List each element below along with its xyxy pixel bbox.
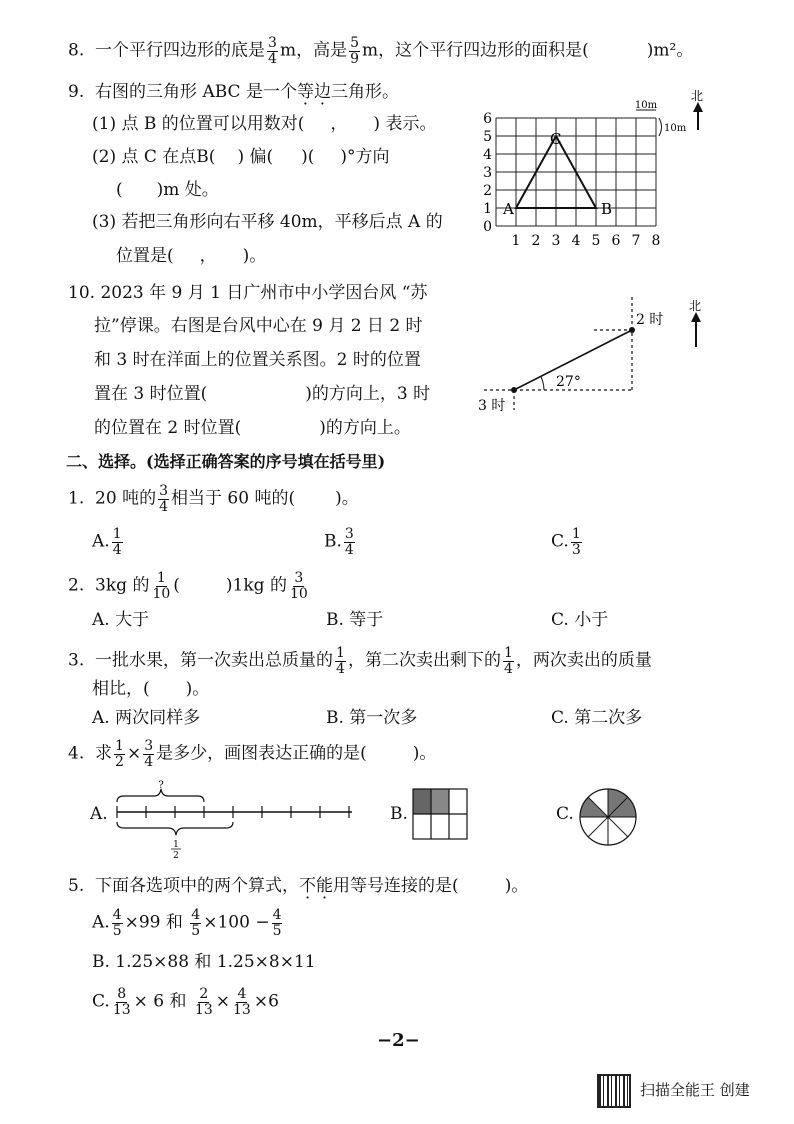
y-tick-labels	[483, 111, 492, 235]
scale-x-label: 10m	[634, 100, 658, 111]
question-9-part3b: 位置是( ， )。	[116, 246, 267, 266]
choice-question-2: 2. 3kg 的 $\frac{1}{10}$ ( )1kg 的 $\frac{3}{10}$	[68, 570, 308, 602]
c4-option-a-label: A.	[90, 804, 108, 824]
c3-option-b: B. 第一次多	[326, 708, 418, 728]
footer-watermark: 扫描全能王 创建	[640, 1081, 750, 1099]
c5-option-a: A. $\frac{4}{5}$ ×99 和 $\frac{4}{5}$ ×100 − $\frac{4}{5}$	[92, 907, 282, 939]
question-8: 8. 一个平行四边形的底是 $\frac{3}{4}$ m，高是 $\frac{5}{9}$ m，这个平行四边形的面积是( )m²。	[68, 35, 694, 67]
x-tick: 8	[651, 233, 661, 249]
c3-option-a: A. 两次同样多	[92, 708, 201, 728]
x-tick: 3	[551, 233, 561, 249]
typhoon-figure	[474, 292, 724, 422]
x-tick: 5	[591, 233, 601, 249]
fraction: $\frac{3}{4}$	[268, 35, 277, 67]
c3-option-c: C. 第二次多	[551, 708, 643, 728]
y-tick: 0	[483, 219, 492, 235]
question-9-part2b: ( )m 处。	[116, 180, 219, 200]
c2-option-a: A. 大于	[92, 610, 150, 630]
y-tick: 6	[483, 111, 492, 127]
c2-option-b: B. 等于	[326, 610, 384, 630]
question-9-intro: 9. 右图的三角形 ABC 是一个等边三角形。	[68, 82, 399, 102]
c1-option-a: A. $\frac{1}{4}$	[92, 526, 122, 558]
label-3h: 3 时	[478, 398, 506, 414]
half-den: 2	[173, 851, 179, 860]
question-10-line1: 10. 2023 年 9 月 1 日广州市中小学因台风 “苏	[68, 283, 428, 303]
x-tick: 1	[511, 233, 521, 249]
y-tick: 1	[483, 201, 492, 217]
y-tick: 5	[483, 129, 492, 145]
grid-figure	[476, 88, 716, 254]
question-10-line5: 的位置在 2 时位置( )的方向上。	[94, 418, 411, 438]
c2-option-c: C. 小于	[551, 610, 609, 630]
c4-option-b-label: B.	[390, 804, 408, 824]
c5-option-c: C. $\frac{8}{13}$ × 6 和 $\frac{2}{13}$ × $\frac{4}{13}$ ×6	[92, 986, 279, 1018]
north-arrow-icon	[691, 89, 703, 130]
choice-question-4: 4. 求 $\frac{1}{2}$ × $\frac{3}{4}$ 是多少，画图表达正确的是( )。	[68, 738, 437, 770]
svg-text:北: 北	[689, 299, 702, 313]
question-9-part1: (1) 点 B 的位置可以用数对( ， ) 表示。	[92, 114, 437, 134]
point-c-label: C	[550, 130, 562, 148]
question-10-line3: 和 3 时在洋面上的位置关系图。2 时的位置	[94, 350, 421, 370]
x-tick: 4	[571, 233, 581, 249]
c5-option-b: B. 1.25×88 和 1.25×8×11	[92, 952, 316, 972]
c1-option-b: B. $\frac{3}{4}$	[324, 526, 354, 558]
point-3h	[511, 387, 517, 393]
y-tick: 4	[483, 147, 492, 163]
point-2h	[629, 327, 635, 333]
section-title: 二、选择。(选择正确答案的序号填在括号里)	[66, 452, 386, 471]
choice-question-1: 1. 20 吨的 $\frac{3}{4}$ 相当于 60 吨的( )。	[68, 483, 359, 515]
angle-label: 27°	[556, 374, 581, 390]
svg-text:北: 北	[691, 89, 704, 103]
c1-option-c: C. $\frac{1}{3}$	[551, 526, 581, 558]
x-tick: 7	[631, 233, 641, 249]
question-10-line2: 拉”停课。右图是台风中心在 9 月 2 日 2 时	[94, 316, 423, 336]
c4-option-b-diagram	[412, 788, 468, 840]
c4-option-a-diagram	[112, 778, 357, 860]
x-tick: 6	[611, 233, 621, 249]
scale-y-label: 10m	[664, 123, 687, 134]
x-tick-labels	[512, 233, 661, 249]
c4-option-c-diagram	[577, 786, 639, 848]
y-tick: 2	[483, 183, 492, 199]
half-num: 1	[173, 840, 179, 850]
label-2h: 2 时	[636, 312, 664, 328]
choice-question-5: 5. 下面各选项中的两个算式，不能用等号连接的是( )。	[68, 876, 529, 896]
y-tick: 3	[483, 165, 492, 181]
question-9-part3: (3) 若把三角形向右平移 40m，平移后点 A 的	[92, 212, 443, 232]
point-b-label: B	[601, 200, 613, 218]
point-a-label: A	[503, 200, 514, 218]
choice-question-3: 3. 一批水果，第一次卖出总质量的 $\frac{1}{4}$ ，第二次卖出剩下的 $\frac{1}{4}$ ，两次卖出的质量	[68, 645, 652, 677]
x-tick: 2	[531, 233, 541, 249]
question-10-line4: 置在 3 时位置( )的方向上，3 时	[94, 384, 431, 404]
c4-option-c-label: C.	[556, 804, 574, 824]
qr-code-icon	[597, 1074, 631, 1108]
choice-question-3-line2: 相比，( )。	[92, 679, 210, 699]
north-arrow-icon	[689, 299, 701, 347]
fraction: $\frac{5}{9}$	[350, 35, 360, 67]
page-number: −2−	[377, 1030, 420, 1051]
question-mark: ?	[158, 780, 164, 791]
question-9-part2: (2) 点 C 在点B( ) 偏( )( )°方向	[92, 147, 390, 167]
